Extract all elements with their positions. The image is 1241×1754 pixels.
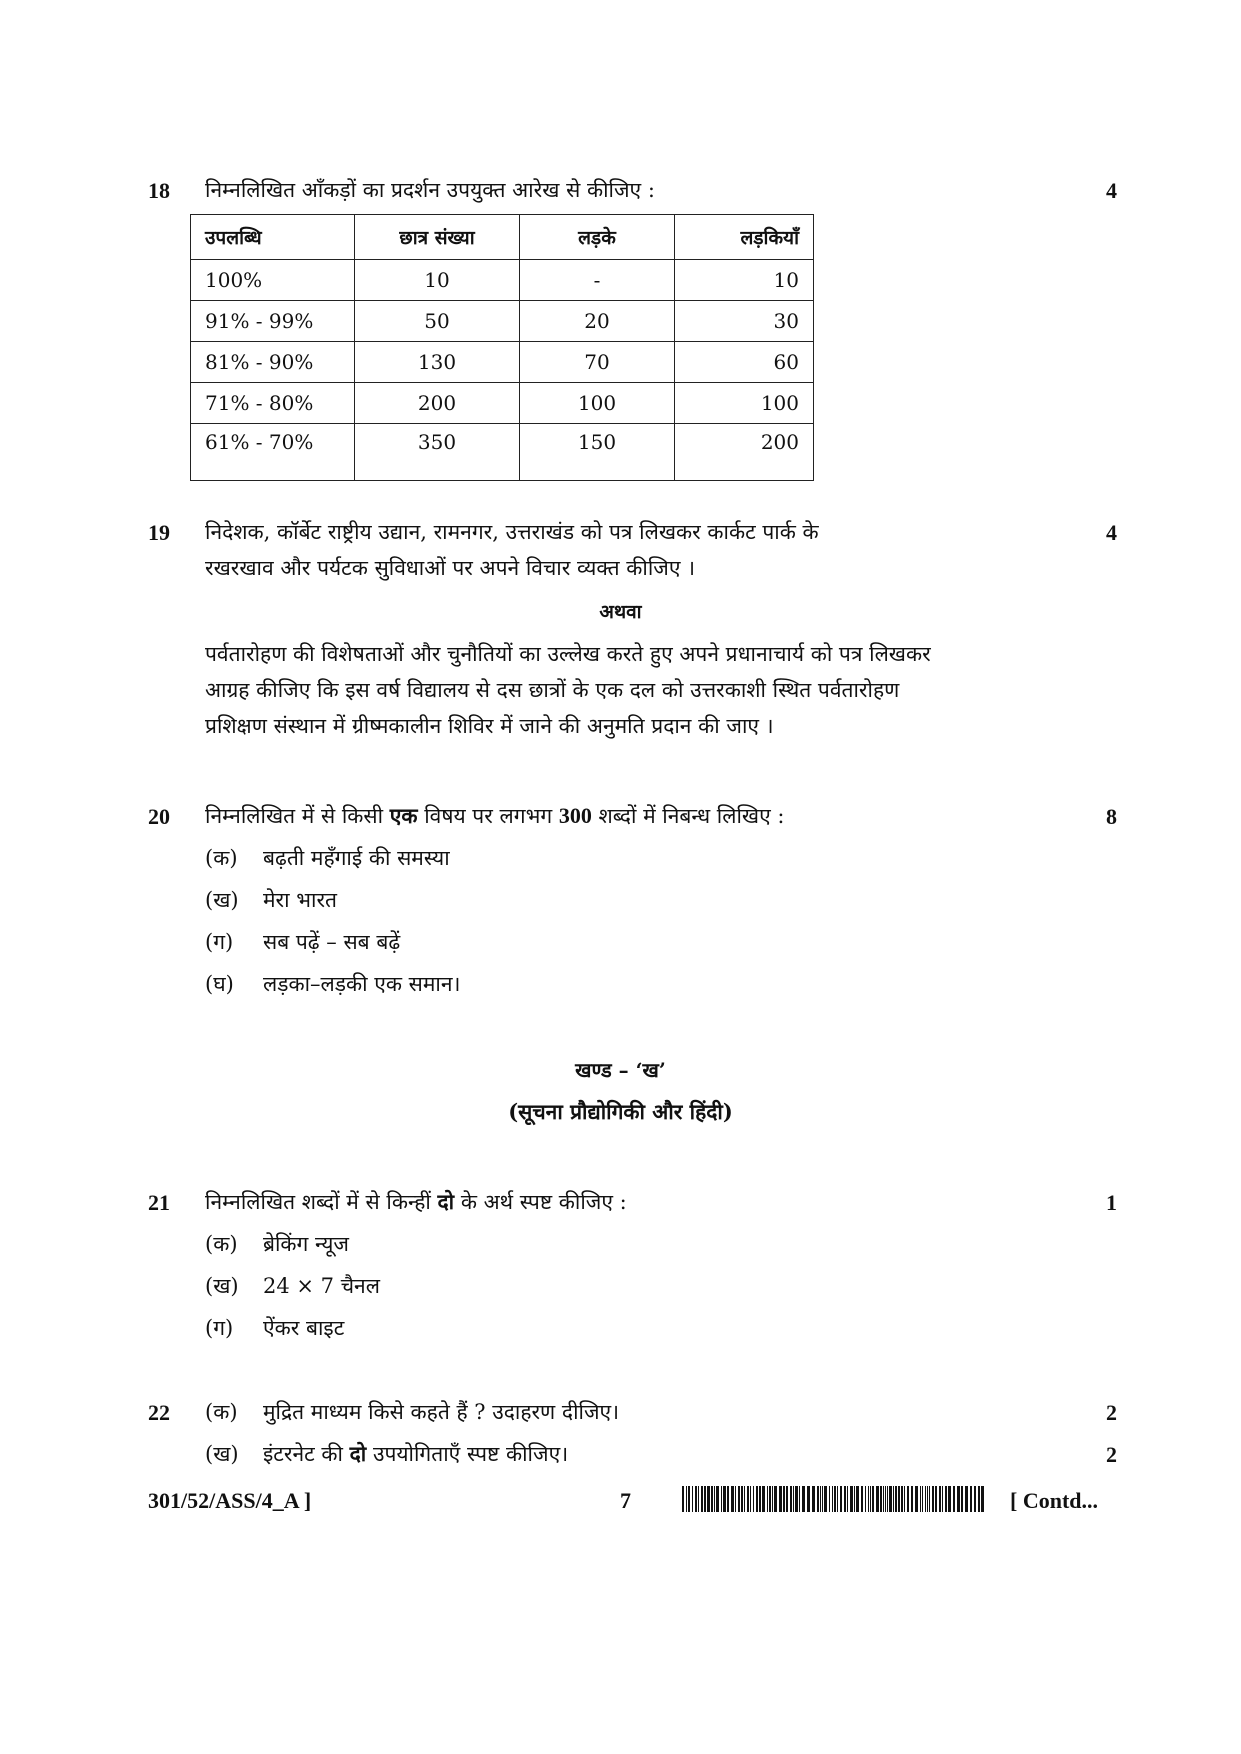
barcode-bar xyxy=(741,1486,743,1512)
barcode-bar xyxy=(767,1486,768,1512)
q19-line-2: रखरखाव और पर्यटक सुविधाओं पर अपने विचार व्यक्त कीजिए । xyxy=(205,556,696,580)
q22-part-a xyxy=(205,1394,619,1430)
barcode-bar xyxy=(942,1486,943,1512)
q21-option xyxy=(205,1310,344,1346)
table-cell: 200 xyxy=(355,383,520,424)
table-cell: 200 xyxy=(675,424,814,481)
barcode-bar xyxy=(695,1486,697,1512)
table-header: छात्र संख्या xyxy=(355,215,520,260)
q21-option xyxy=(205,1268,380,1304)
q21-number: 21 xyxy=(148,1190,170,1215)
q19-alt-line-3: प्रशिक्षण संस्थान में ग्रीष्मकालीन शिविर में जाने की अनुमति प्रदान की जाए । xyxy=(205,714,774,738)
q20-option xyxy=(205,924,400,960)
option-text: मुद्रित माध्यम किसे कहते हैं ? उदाहरण दीजिए। xyxy=(263,1400,620,1424)
barcode-bar xyxy=(920,1486,921,1512)
table-cell: 150 xyxy=(520,424,675,481)
q22-number: 22 xyxy=(148,1400,170,1425)
barcode-bar xyxy=(932,1486,934,1512)
table-cell: 70 xyxy=(520,342,675,383)
barcode-bar xyxy=(759,1486,761,1512)
barcode-bar xyxy=(953,1486,955,1512)
barcode-bar xyxy=(922,1486,923,1512)
barcode-bar xyxy=(779,1486,782,1512)
table-row xyxy=(191,301,814,342)
table-row xyxy=(191,260,814,301)
q20-option xyxy=(205,966,460,1002)
barcode-bar xyxy=(738,1486,740,1512)
barcode-bar xyxy=(834,1486,836,1512)
barcode-bar xyxy=(915,1486,918,1512)
barcode-bar xyxy=(783,1486,785,1512)
q18-number: 18 xyxy=(148,178,170,203)
barcode-bar xyxy=(820,1486,821,1512)
option-label: (क) xyxy=(205,1400,238,1424)
barcode-bar xyxy=(807,1486,810,1512)
barcode-bar xyxy=(756,1486,758,1512)
q20-text-bold: 300 xyxy=(558,803,592,828)
table-cell: 91% - 99% xyxy=(191,301,355,342)
barcode-bar xyxy=(721,1486,722,1512)
option-text: सब पढ़ें – सब बढ़ें xyxy=(263,930,401,954)
table-row xyxy=(191,342,814,383)
option-text-bold: दो xyxy=(349,1441,367,1466)
barcode-bar xyxy=(817,1486,819,1512)
table-cell: 20 xyxy=(520,301,675,342)
table-cell: 100 xyxy=(520,383,675,424)
q18-marks: 4 xyxy=(1106,178,1117,203)
option-label: (क) xyxy=(205,1232,238,1256)
barcode-bar xyxy=(822,1486,823,1512)
barcode-bar xyxy=(799,1486,800,1512)
table-cell: 100% xyxy=(191,260,355,301)
barcode-bar xyxy=(939,1486,941,1512)
barcode-bar xyxy=(832,1486,833,1512)
q20-text-part: शब्दों में निबन्ध लिखिए : xyxy=(598,804,785,828)
option-text: ऐंकर बाइट xyxy=(263,1316,345,1340)
barcode-bar xyxy=(824,1486,827,1512)
barcode-bar xyxy=(865,1486,866,1512)
q20-option xyxy=(205,882,337,918)
barcode-bar xyxy=(711,1486,713,1512)
table-header-row xyxy=(191,215,814,260)
table-cell: 130 xyxy=(355,342,520,383)
barcode-bar xyxy=(978,1486,980,1512)
option-label: (ख) xyxy=(205,1442,239,1466)
barcode-bar xyxy=(948,1486,951,1512)
table-cell: 61% - 70% xyxy=(191,424,355,481)
barcode-bar xyxy=(870,1486,871,1512)
barcode-bar xyxy=(850,1486,853,1512)
q21-text-part: निम्नलिखित शब्दों में से किन्हीं xyxy=(205,1190,431,1214)
barcode-bar xyxy=(961,1486,963,1512)
barcode-bar xyxy=(682,1486,684,1512)
table-cell: 10 xyxy=(355,260,520,301)
section-title: खण्ड – ‘ख’ xyxy=(575,1058,666,1082)
barcode-bar xyxy=(885,1486,886,1512)
q21-text-part: के अर्थ स्पष्ट कीजिए : xyxy=(460,1190,627,1214)
barcode-bar xyxy=(887,1486,888,1512)
barcode-bar xyxy=(861,1486,863,1512)
table-cell: 60 xyxy=(675,342,814,383)
barcode-bar xyxy=(735,1486,736,1512)
barcode-bar xyxy=(945,1486,947,1512)
q22-a-marks: 2 xyxy=(1106,1400,1117,1425)
option-label: (ख) xyxy=(205,1274,239,1298)
barcode-bar xyxy=(925,1486,926,1512)
barcode-bar xyxy=(898,1486,900,1512)
option-text: इंटरनेट की xyxy=(263,1442,343,1466)
q18-text: निम्नलिखित आँकड़ों का प्रदर्शन उपयुक्त आरेख से कीजिए : xyxy=(205,178,655,202)
q20-text xyxy=(205,798,784,834)
barcode-bar xyxy=(895,1486,897,1512)
q22-part-b xyxy=(205,1436,568,1472)
barcode-bar xyxy=(837,1486,838,1512)
barcode-bar xyxy=(872,1486,874,1512)
barcode-bar xyxy=(812,1486,815,1512)
q20-number: 20 xyxy=(148,804,170,829)
option-label: (ग) xyxy=(205,930,234,954)
barcode-bar xyxy=(929,1486,930,1512)
q21-text-bold: दो xyxy=(437,1189,455,1214)
barcode-bar xyxy=(774,1486,777,1512)
barcode-bar xyxy=(893,1486,894,1512)
option-text: 24 × 7 चैनल xyxy=(263,1274,380,1298)
barcode-bar xyxy=(786,1486,788,1512)
table-row xyxy=(191,383,814,424)
table-header: उपलब्धि xyxy=(191,215,355,260)
barcode-bar xyxy=(883,1486,884,1512)
q19-alt-line-2: आग्रह कीजिए कि इस वर्ष विद्यालय से दस छात्रों के एक दल को उत्तरकाशी स्थित पर्वतारोहण xyxy=(205,678,900,702)
barcode-bar xyxy=(880,1486,882,1512)
table-header: लड़के xyxy=(520,215,675,260)
barcode-bar xyxy=(698,1486,699,1512)
barcode-bar xyxy=(795,1486,798,1512)
barcode xyxy=(682,1486,988,1512)
barcode-bar xyxy=(889,1486,892,1512)
barcode-bar xyxy=(714,1486,715,1512)
table-cell: 50 xyxy=(355,301,520,342)
barcode-bar xyxy=(970,1486,972,1512)
barcode-bar xyxy=(802,1486,805,1512)
barcode-bar xyxy=(935,1486,937,1512)
barcode-bar xyxy=(856,1486,859,1512)
q21-marks: 1 xyxy=(1106,1190,1117,1215)
barcode-bar xyxy=(772,1486,773,1512)
barcode-bar xyxy=(847,1486,848,1512)
barcode-bar xyxy=(901,1486,903,1512)
q19-alt-line-1: पर्वतारोहण की विशेषताओं और चुनौतियों का उल्लेख करते हुए अपने प्रधानाचार्य को पत्र लिखकर xyxy=(205,642,931,666)
barcode-bar xyxy=(701,1486,703,1512)
barcode-bar xyxy=(750,1486,751,1512)
option-label: (ग) xyxy=(205,1316,234,1340)
q20-text-bold: एक xyxy=(389,803,418,828)
barcode-bar xyxy=(688,1486,690,1512)
barcode-bar xyxy=(965,1486,968,1512)
q20-text-part: निम्नलिखित में से किसी xyxy=(205,804,384,828)
q19-number: 19 xyxy=(148,520,170,545)
barcode-bar xyxy=(868,1486,869,1512)
q20-marks: 8 xyxy=(1106,804,1117,829)
barcode-bar xyxy=(974,1486,976,1512)
option-text: उपयोगिताएँ स्पष्ट कीजिए। xyxy=(372,1442,569,1466)
barcode-bar xyxy=(829,1486,830,1512)
table-cell: 10 xyxy=(675,260,814,301)
q20-text-part: विषय पर लगभग xyxy=(424,804,553,828)
barcode-bar xyxy=(793,1486,794,1512)
barcode-bar xyxy=(790,1486,792,1512)
achievement-table xyxy=(190,214,814,481)
barcode-bar xyxy=(707,1486,710,1512)
barcode-bar xyxy=(854,1486,855,1512)
barcode-bar xyxy=(844,1486,846,1512)
barcode-bar xyxy=(744,1486,745,1512)
barcode-bar xyxy=(686,1486,687,1512)
q21-text xyxy=(205,1184,627,1220)
q19-marks: 4 xyxy=(1106,520,1117,545)
option-label: (घ) xyxy=(205,972,234,996)
barcode-bar xyxy=(727,1486,729,1512)
table-cell: 81% - 90% xyxy=(191,342,355,383)
option-label: (क) xyxy=(205,846,238,870)
barcode-bar xyxy=(957,1486,960,1512)
continued-label: [ Contd... xyxy=(1010,1488,1099,1513)
table-header: लड़कियाँ xyxy=(675,215,814,260)
q20-option xyxy=(205,840,450,876)
barcode-bar xyxy=(927,1486,928,1512)
barcode-bar xyxy=(723,1486,726,1512)
table-cell: 30 xyxy=(675,301,814,342)
barcode-bar xyxy=(753,1486,754,1512)
barcode-bar xyxy=(747,1486,749,1512)
barcode-bar xyxy=(876,1486,879,1512)
barcode-bar xyxy=(981,1486,984,1512)
barcode-bar xyxy=(911,1486,913,1512)
option-text: मेरा भारत xyxy=(263,888,338,912)
paper-code: 301/52/ASS/4_A ] xyxy=(148,1488,312,1513)
barcode-bar xyxy=(769,1486,771,1512)
barcode-bar xyxy=(692,1486,693,1512)
option-text: लड़का–लड़की एक समान। xyxy=(263,972,461,996)
or-label: अथवा xyxy=(599,601,642,623)
q21-option xyxy=(205,1226,349,1262)
option-text: ब्रेकिंग न्यूज xyxy=(263,1232,350,1256)
table-cell: 350 xyxy=(355,424,520,481)
barcode-bar xyxy=(904,1486,905,1512)
section-subtitle: (सूचना प्रौद्योगिकी और हिंदी) xyxy=(508,1099,733,1124)
barcode-bar xyxy=(704,1486,706,1512)
barcode-bar xyxy=(716,1486,719,1512)
barcode-bar xyxy=(731,1486,734,1512)
table-row xyxy=(191,424,814,481)
barcode-bar xyxy=(840,1486,842,1512)
table-cell: 100 xyxy=(675,383,814,424)
q19-line-1: निदेशक, कॉर्बेट राष्ट्रीय उद्यान, रामनगर, उत्तराखंड को पत्र लिखकर कार्कट पार्क के xyxy=(205,520,819,544)
barcode-bar xyxy=(907,1486,909,1512)
barcode-bar xyxy=(762,1486,765,1512)
option-text: बढ़ती महँगाई की समस्या xyxy=(263,846,450,870)
table-cell: - xyxy=(520,260,675,301)
page-number: 7 xyxy=(620,1488,631,1513)
table-cell: 71% - 80% xyxy=(191,383,355,424)
q22-b-marks: 2 xyxy=(1106,1442,1117,1467)
option-label: (ख) xyxy=(205,888,239,912)
